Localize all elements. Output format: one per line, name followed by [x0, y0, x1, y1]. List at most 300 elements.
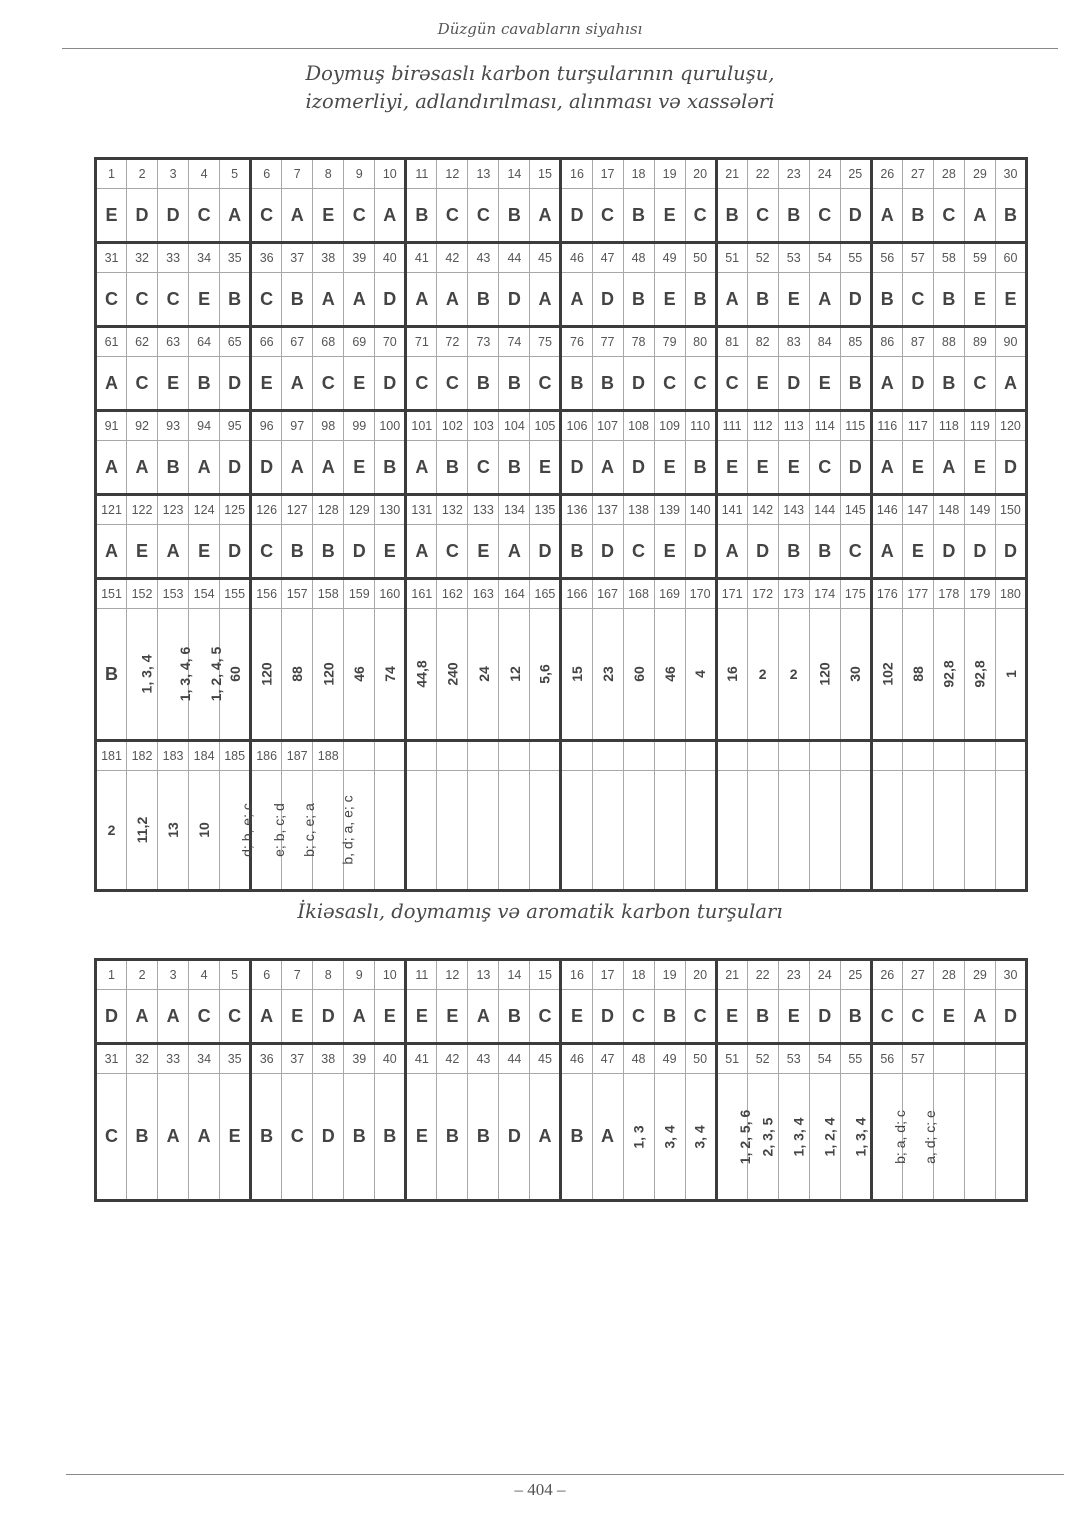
answer-cell: [716, 273, 747, 327]
question-number: 123: [158, 495, 189, 525]
question-number: 169: [654, 579, 685, 609]
answer-cell: [251, 609, 282, 741]
answer-cell: [809, 525, 840, 579]
answer-value: B: [756, 1005, 770, 1026]
question-number: 113: [778, 411, 809, 441]
answer-cell: [685, 771, 716, 891]
answer-cell: [964, 441, 995, 495]
question-number: 31: [96, 1044, 127, 1074]
answer-value: B: [476, 1126, 490, 1146]
answer-cell: [902, 441, 933, 495]
answer-cell: [778, 771, 809, 891]
answer-cell: [282, 273, 313, 327]
answer-value: A: [601, 456, 615, 477]
answer-cell: [716, 609, 747, 741]
question-number: 41: [406, 1044, 437, 1074]
answer-cell: [499, 1074, 530, 1201]
answer-cell: [964, 990, 995, 1044]
answer-value: C: [476, 204, 490, 225]
answer-cell: [437, 609, 468, 741]
answer-cell: [995, 771, 1026, 891]
answer-value: B: [507, 1005, 521, 1026]
question-number: 39: [344, 1044, 375, 1074]
answer-value: E: [136, 540, 149, 561]
answer-value: B: [321, 540, 335, 561]
answer-cell: [220, 990, 251, 1044]
question-number: 122: [127, 495, 158, 525]
question-number: 180: [995, 579, 1026, 609]
question-number: 17: [592, 159, 623, 189]
question-number: 5: [220, 960, 251, 990]
answer-value: A: [166, 1005, 180, 1026]
question-number: 66: [251, 327, 282, 357]
question-number: 154: [189, 579, 220, 609]
answer-cell: [623, 771, 654, 891]
question-number: 100: [375, 411, 406, 441]
answer-value: 120: [816, 662, 833, 686]
question-number: 4: [189, 960, 220, 990]
question-number: 175: [840, 579, 871, 609]
question-number: 111: [716, 411, 747, 441]
question-number: 50: [685, 243, 716, 273]
answer-value: B: [787, 204, 801, 225]
answer-value: A: [166, 540, 180, 561]
answer-value: A: [197, 456, 211, 477]
answer-value: D: [632, 456, 646, 477]
answer-cell: [871, 609, 902, 741]
answer-value: A: [538, 288, 552, 309]
answer-value: B: [507, 372, 521, 393]
answer-value: C: [693, 372, 707, 393]
answer-cell: [933, 990, 964, 1044]
question-number: 114: [809, 411, 840, 441]
answer-cell: [220, 189, 251, 243]
answer-value: D: [352, 540, 366, 561]
answer-value: 5,6: [536, 664, 553, 684]
answer-cell: [561, 771, 592, 891]
question-number: 81: [716, 327, 747, 357]
question-number: 32: [127, 243, 158, 273]
question-number: 130: [375, 495, 406, 525]
question-number: [685, 741, 716, 771]
answer-cell: [220, 771, 255, 891]
question-number: 52: [747, 1044, 778, 1074]
question-number: [747, 741, 778, 771]
answer-value: E: [756, 456, 769, 477]
answer-value: D: [942, 540, 956, 561]
answer-value: B: [601, 372, 615, 393]
answer-cell: [375, 990, 406, 1044]
question-number: 188: [313, 741, 344, 771]
answer-cell: [530, 990, 561, 1044]
question-number: [344, 741, 375, 771]
question-number: 42: [437, 1044, 468, 1074]
answer-value: E: [911, 540, 924, 561]
answer-value: D: [228, 372, 242, 393]
answer-cell: [933, 189, 964, 243]
answer-value: B: [787, 540, 801, 561]
question-number: 14: [499, 960, 530, 990]
question-number-row: [96, 1044, 1027, 1074]
question-number: 45: [530, 243, 561, 273]
answer-value: B: [632, 288, 646, 309]
answer-cell: [809, 990, 840, 1044]
answer-cell: [778, 189, 809, 243]
question-number: 25: [840, 159, 871, 189]
question-number: 112: [747, 411, 778, 441]
question-number-row: [96, 243, 1027, 273]
question-number: 24: [809, 960, 840, 990]
answer-value: C: [415, 372, 429, 393]
answer-row: [96, 273, 1027, 327]
answer-value: C: [197, 204, 211, 225]
answer-value: B: [290, 540, 304, 561]
question-number: 23: [778, 159, 809, 189]
answer-cell: [282, 1074, 313, 1201]
answer-cell: [313, 771, 356, 891]
answer-value: A: [1003, 372, 1017, 393]
question-number: 179: [964, 579, 995, 609]
answer-cell: [96, 1074, 127, 1201]
question-number: 54: [809, 243, 840, 273]
answer-cell: [871, 189, 902, 243]
answer-cell: [189, 525, 220, 579]
answer-value: E: [570, 1005, 583, 1026]
answer-value: E: [787, 456, 800, 477]
question-number: 46: [561, 243, 592, 273]
answer-cell: [127, 525, 158, 579]
answer-value: C: [911, 1005, 925, 1026]
answer-value: 60: [226, 666, 243, 682]
answer-value: B: [942, 372, 956, 393]
question-number: 137: [592, 495, 623, 525]
question-number: 167: [592, 579, 623, 609]
answer-cell: [654, 990, 685, 1044]
answer-cell: [840, 609, 871, 741]
question-number: 63: [158, 327, 189, 357]
answer-value: E: [198, 288, 211, 309]
answer-value: A: [818, 288, 832, 309]
answer-cell: [840, 1074, 871, 1201]
answer-cell: [778, 990, 809, 1044]
answer-value: B: [1003, 204, 1017, 225]
answer-value: A: [538, 1126, 552, 1146]
answer-value: D: [321, 1126, 335, 1146]
question-number: [809, 741, 840, 771]
question-number: 82: [747, 327, 778, 357]
answer-value: E: [663, 540, 676, 561]
answer-value: D: [787, 372, 801, 393]
question-number: 121: [96, 495, 127, 525]
answer-value: 1, 3, 4, 6: [177, 646, 194, 702]
answer-cell: [220, 609, 251, 741]
answer-value: C: [228, 1005, 242, 1026]
answer-value: B: [663, 1005, 677, 1026]
question-number: 118: [933, 411, 964, 441]
answer-cell: [220, 525, 251, 579]
section-1-title: [0, 60, 1080, 116]
question-number: 16: [561, 159, 592, 189]
answer-value: e; b, c; d: [271, 803, 288, 857]
question-number: 149: [964, 495, 995, 525]
answer-cell: [96, 441, 127, 495]
answer-value: 4: [692, 670, 709, 678]
answer-value: E: [726, 1005, 739, 1026]
answer-cell: [158, 1074, 189, 1201]
answer-cell: [716, 990, 747, 1044]
question-number: [933, 741, 964, 771]
answer-value: 1, 3: [630, 1124, 647, 1149]
question-number: 48: [623, 1044, 654, 1074]
answer-value: B: [848, 1005, 862, 1026]
question-number: 162: [437, 579, 468, 609]
answer-value: B: [383, 1126, 397, 1146]
answer-cell: [344, 273, 375, 327]
answer-value: 10: [196, 822, 213, 838]
answer-value: D: [632, 372, 646, 393]
answer-cell: [840, 189, 871, 243]
answer-value: 13: [165, 822, 182, 838]
question-number: 37: [282, 243, 313, 273]
answer-cell: [375, 609, 406, 741]
question-number: 98: [313, 411, 344, 441]
question-number: [592, 741, 623, 771]
question-number: 24: [809, 159, 840, 189]
question-number: 141: [716, 495, 747, 525]
answer-value: E: [726, 456, 739, 477]
answer-row: [96, 189, 1027, 243]
answer-cell: [344, 609, 375, 741]
answer-cell: [530, 771, 561, 891]
answer-cell: [933, 273, 964, 327]
answer-cell: [530, 525, 561, 579]
answer-value: D: [321, 1005, 335, 1026]
question-number: 139: [654, 495, 685, 525]
answer-cell: [933, 525, 964, 579]
answer-cell: [468, 273, 499, 327]
question-number: 27: [902, 960, 933, 990]
question-number: 33: [158, 1044, 189, 1074]
answer-cell: [995, 525, 1026, 579]
answer-value: D: [260, 456, 274, 477]
question-number: [406, 741, 437, 771]
question-number: 142: [747, 495, 778, 525]
answer-cell: [468, 771, 499, 891]
question-number: 34: [189, 243, 220, 273]
question-number: 144: [809, 495, 840, 525]
question-number: 147: [902, 495, 933, 525]
question-number: 11: [406, 960, 437, 990]
answer-cell: [809, 357, 840, 411]
answer-value: D: [911, 372, 925, 393]
answer-cell: [313, 609, 344, 741]
answer-cell: [158, 525, 189, 579]
question-number: 44: [499, 243, 530, 273]
answer-cell: [747, 525, 778, 579]
answer-cell: [933, 357, 964, 411]
question-number: 47: [592, 243, 623, 273]
answer-value: E: [663, 288, 676, 309]
question-number: [437, 741, 468, 771]
question-number: 4: [189, 159, 220, 189]
question-number: 99: [344, 411, 375, 441]
answer-cell: [871, 990, 902, 1044]
answer-cell: [840, 441, 871, 495]
answer-value: B: [445, 456, 459, 477]
answer-cell: [778, 441, 809, 495]
answer-value: A: [105, 456, 119, 477]
question-number: 172: [747, 579, 778, 609]
question-number: 89: [964, 327, 995, 357]
answer-value: E: [167, 372, 180, 393]
question-number: [716, 741, 747, 771]
answer-value: C: [166, 288, 180, 309]
question-number: 10: [375, 960, 406, 990]
question-number: 163: [468, 579, 499, 609]
answer-value: C: [942, 204, 956, 225]
question-number: 49: [654, 1044, 685, 1074]
answer-value: B: [476, 372, 490, 393]
answer-cell: [406, 771, 437, 891]
question-number: 136: [561, 495, 592, 525]
question-number: 178: [933, 579, 964, 609]
answer-value: A: [725, 540, 739, 561]
answer-cell: [964, 525, 995, 579]
question-number: 74: [499, 327, 530, 357]
answer-value: B: [725, 204, 739, 225]
answer-cell: [189, 357, 220, 411]
answer-cell: [251, 990, 282, 1044]
question-number: 23: [778, 960, 809, 990]
answer-cell: [902, 357, 933, 411]
answer-value: E: [383, 1005, 396, 1026]
question-number: 53: [778, 243, 809, 273]
answer-value: 1: [1002, 670, 1019, 678]
question-number: 8: [313, 960, 344, 990]
answer-cell: [933, 1074, 964, 1201]
question-number: 58: [933, 243, 964, 273]
question-number: [871, 741, 902, 771]
answer-value: B: [848, 372, 862, 393]
answer-value: B: [476, 288, 490, 309]
question-number: 171: [716, 579, 747, 609]
answer-cell: [995, 609, 1026, 741]
answer-cell: [747, 771, 778, 891]
answer-value: C: [538, 372, 552, 393]
answer-cell: [623, 990, 654, 1044]
answer-value: 2: [107, 822, 116, 838]
question-number: 79: [654, 327, 685, 357]
answer-cell: [96, 273, 127, 327]
answer-value: B: [507, 456, 521, 477]
answer-cell: [654, 525, 685, 579]
answer-value: a, d; c; e: [921, 1109, 938, 1164]
question-number: 85: [840, 327, 871, 357]
answer-value: D: [601, 288, 615, 309]
answer-cell: [189, 189, 220, 243]
answer-cell: [468, 990, 499, 1044]
answer-value: C: [445, 204, 459, 225]
answer-value: C: [880, 1005, 894, 1026]
question-number: 151: [96, 579, 127, 609]
answer-cell: [623, 1074, 654, 1201]
question-number: 28: [933, 159, 964, 189]
answer-value: 46: [661, 666, 678, 682]
answer-cell: [871, 525, 902, 579]
question-number: 38: [313, 243, 344, 273]
answer-cell: [592, 357, 623, 411]
question-number: 8: [313, 159, 344, 189]
answer-value: 88: [289, 666, 306, 682]
answer-value: 3, 4: [661, 1124, 678, 1149]
answer-cell: [344, 1074, 375, 1201]
answer-value: D: [228, 540, 242, 561]
answer-value: C: [135, 288, 149, 309]
question-number: [995, 741, 1026, 771]
question-number: 108: [623, 411, 654, 441]
answer-cell: [189, 441, 220, 495]
question-number: 138: [623, 495, 654, 525]
answer-cell: [220, 1074, 251, 1201]
answer-cell: [158, 357, 189, 411]
answer-value: 44,8: [413, 660, 430, 688]
answer-cell: [158, 189, 189, 243]
question-number: 80: [685, 327, 716, 357]
question-number: 56: [871, 1044, 902, 1074]
answer-cell: [561, 441, 592, 495]
answer-value: A: [973, 204, 987, 225]
answer-cell: [561, 525, 592, 579]
question-number: 6: [251, 159, 282, 189]
question-number-row: [96, 411, 1027, 441]
answer-cell: [375, 357, 406, 411]
answer-value: B: [445, 1126, 459, 1146]
question-number: 128: [313, 495, 344, 525]
answer-value: B: [415, 204, 429, 225]
answer-cell: [437, 990, 468, 1044]
answer-cell: [251, 357, 282, 411]
answer-cell: [406, 273, 437, 327]
answer-cell: [561, 609, 592, 741]
question-number: [964, 741, 995, 771]
answer-value: 92,8: [940, 660, 957, 688]
question-number: 132: [437, 495, 468, 525]
answer-value: A: [880, 456, 894, 477]
question-number: 15: [530, 960, 561, 990]
answer-cell: [561, 189, 592, 243]
answer-value: E: [322, 204, 335, 225]
question-number: 146: [871, 495, 902, 525]
question-number: 107: [592, 411, 623, 441]
answer-value: A: [476, 1005, 490, 1026]
answer-cell: [778, 1074, 809, 1201]
answer-value: D: [383, 288, 397, 309]
answer-cell: [313, 525, 344, 579]
question-number: 29: [964, 960, 995, 990]
question-number: 56: [871, 243, 902, 273]
answer-cell: [623, 357, 654, 411]
answer-cell: [840, 990, 871, 1044]
answer-value: B: [880, 288, 894, 309]
answer-value: C: [693, 1005, 707, 1026]
answer-value: C: [911, 288, 925, 309]
answer-cell: [778, 609, 809, 741]
answer-cell: [282, 609, 313, 741]
answer-cell: [406, 357, 437, 411]
answer-cell: [96, 357, 127, 411]
answer-cell: [623, 525, 654, 579]
answer-value: C: [445, 540, 459, 561]
